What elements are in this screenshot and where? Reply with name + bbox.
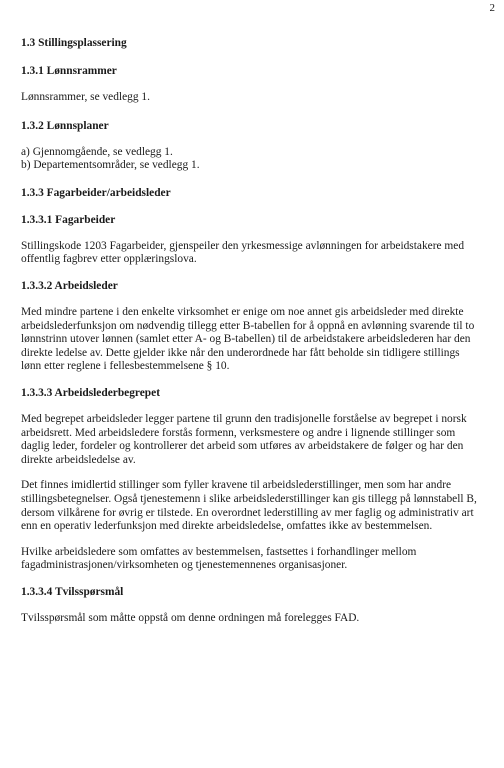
paragraph-arbeidslederbegrepet-1: Med begrepet arbeidsleder legger partene til grunn den tradisjonelle forståelse av begrepet i norsk arbeidsrett. Med arbeidsledere forstås formenn, verksmestere og andre i lignende stillinger som daglig leder, fordeler og kontrollerer det arbeid som utføres av arbeidstakere de følger og har den direkte arbeidsledelse av. [21,412,467,466]
paragraph-tvilssporsmal: Tvilsspørsmål som måtte oppstå om denne ordningen må forelegges FAD. [21,611,360,624]
paragraph-lonnsrammer: Lønnsrammer, se vedlegg 1. [21,91,150,103]
list-item: a) Gjennomgående, se vedlegg 1. [21,145,173,158]
heading-1-3-3: 1.3.3 Fagarbeider/arbeidsleder [21,186,171,199]
heading-1-3-1: 1.3.1 Lønnsrammer [21,65,117,77]
lonnsplaner-list [21,146,481,173]
paragraph-arbeidsleder: Med mindre partene i den enkelte virksomhet er enige om noe annet gis arbeidsleder med direkte arbeidslederfunksjon om nødvendig tillegg etter B-tabellen for å oppnå en avlønning svarende til to lønnstrinn utover lønnen (samlet etter A- og B-tabellen) til de arbeidstakere arbeidslederen har den direkte ledelse av. Dette gjelder ikke når den underordnede har fått beholde sin tidligere stillings lønn etter reglene i fellesbestemmelsene § 10. [21,305,475,373]
paragraph-fagarbeider: Stillingskode 1203 Fagarbeider, gjenspeiler den yrkesmessige avlønningen for arbeidstakere med offentlig fagbrev etter opplæringslova. [21,239,465,266]
heading-1-3: 1.3 Stillingsplassering [21,37,127,49]
page-number: 2 [489,2,495,14]
heading-1-3-3-1: 1.3.3.1 Fagarbeider [21,213,116,226]
paragraph-arbeidslederbegrepet-3: Hvilke arbeidsledere som omfattes av bestemmelsen, fastsettes i forhandlinger mellom fagadministrasjonen/virksomheten og tjenestemennenes organisasjoner. [21,545,417,572]
paragraph-arbeidslederbegrepet-2: Det finnes imidlertid stillinger som fyller kravene til arbeidslederstillinger, men som har andre stillingsbetegnelser. Også tjenestemenn i slike arbeidslederstillinger kan gis tillegg på lønnstabell B, dersom vilkårene for øvrig er tilstede. En overordnet lederstilling av mer faglig og administrativ art enn en operativ lederfunksjon med direkte arbeidsledelse, omfattes ikke av bestemmelsen. [21,479,477,533]
list-item: b) Departementsområder, se vedlegg 1. [21,159,200,172]
heading-1-3-3-2: 1.3.3.2 Arbeidsleder [21,279,118,292]
heading-1-3-3-4: 1.3.3.4 Tvilsspørsmål [21,585,124,598]
document-body [21,36,481,637]
heading-1-3-3-3: 1.3.3.3 Arbeidslederbegrepet [21,386,160,399]
heading-1-3-2: 1.3.2 Lønnsplaner [21,119,109,132]
